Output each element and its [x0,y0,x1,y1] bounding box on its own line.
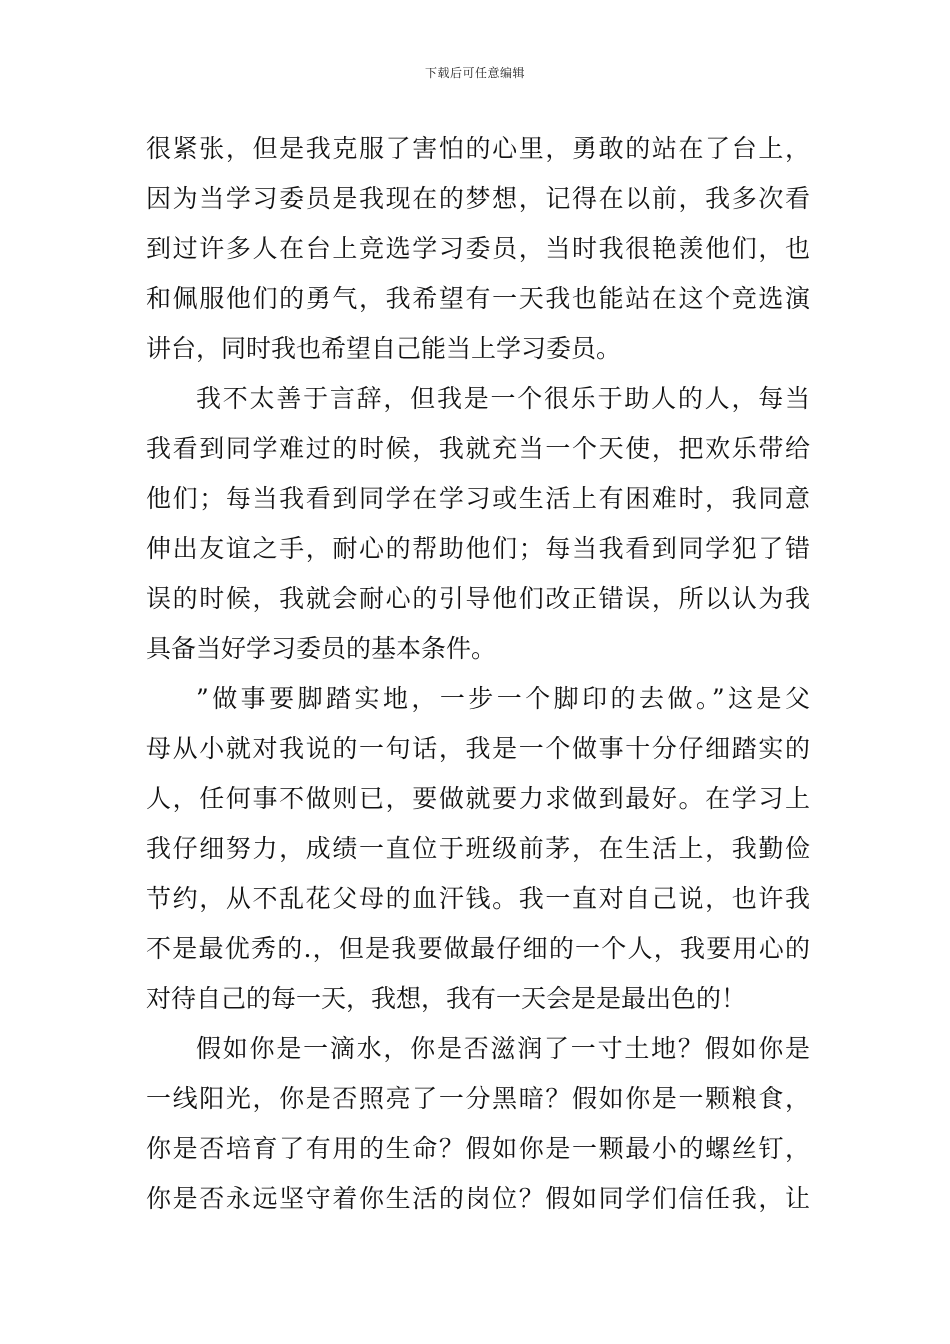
text-line: 人，任何事不做则已，要做就要力求做到最好。在学习上 [146,784,810,813]
text-line: 不是最优秀的.，但是我要做最仔细的一个人，我要用心的 [146,934,810,963]
text-line: 因为当学习委员是我现在的梦想，记得在以前，我多次看 [146,184,810,213]
text-line: 我仔细努力，成绩一直位于班级前茅，在生活上，我勤俭 [146,834,810,863]
text-line: 我不太善于言辞，但我是一个很乐于助人的人，每当 [196,384,810,413]
text-line: 误的时候，我就会耐心的引导他们改正错误，所以认为我 [146,584,810,613]
text-line: 节约，从不乱花父母的血汗钱。我一直对自己说，也许我 [146,884,810,913]
text-line: 你是否永远坚守着你生活的岗位？假如同学们信任我，让 [146,1184,810,1213]
text-line: 我看到同学难过的时候，我就充当一个天使，把欢乐带给 [146,434,810,463]
text-line: 一线阳光，你是否照亮了一分黑暗？假如你是一颗粮食， [146,1084,810,1113]
body-text [146,124,810,1224]
text-line: 具备当好学习委员的基本条件。 [146,634,497,663]
text-line: 对待自己的每一天，我想，我有一天会是是最出色的！ [146,984,747,1013]
text-line: 假如你是一滴水，你是否滋润了一寸土地？假如你是 [196,1034,810,1063]
text-line: ”做事要脚踏实地，一步一个脚印的去做。”这是父 [196,684,810,713]
text-line: 到过许多人在台上竞选学习委员，当时我很艳羡他们，也 [146,234,810,263]
text-line: 和佩服他们的勇气，我希望有一天我也能站在这个竞选演 [146,284,810,313]
text-line: 你是否培育了有用的生命？假如你是一颗最小的螺丝钉， [146,1134,810,1163]
text-line: 很紧张，但是我克服了害怕的心里，勇敢的站在了台上， [146,134,810,163]
text-line: 母从小就对我说的一句话，我是一个做事十分仔细踏实的 [146,734,810,763]
text-line: 伸出友谊之手，耐心的帮助他们；每当我看到同学犯了错 [146,534,810,563]
text-line: 他们；每当我看到同学在学习或生活上有困难时，我同意 [146,484,810,513]
text-line: 讲台，同时我也希望自己能当上学习委员。 [146,334,622,363]
page-header: 下载后可任意编辑 [424,66,525,80]
